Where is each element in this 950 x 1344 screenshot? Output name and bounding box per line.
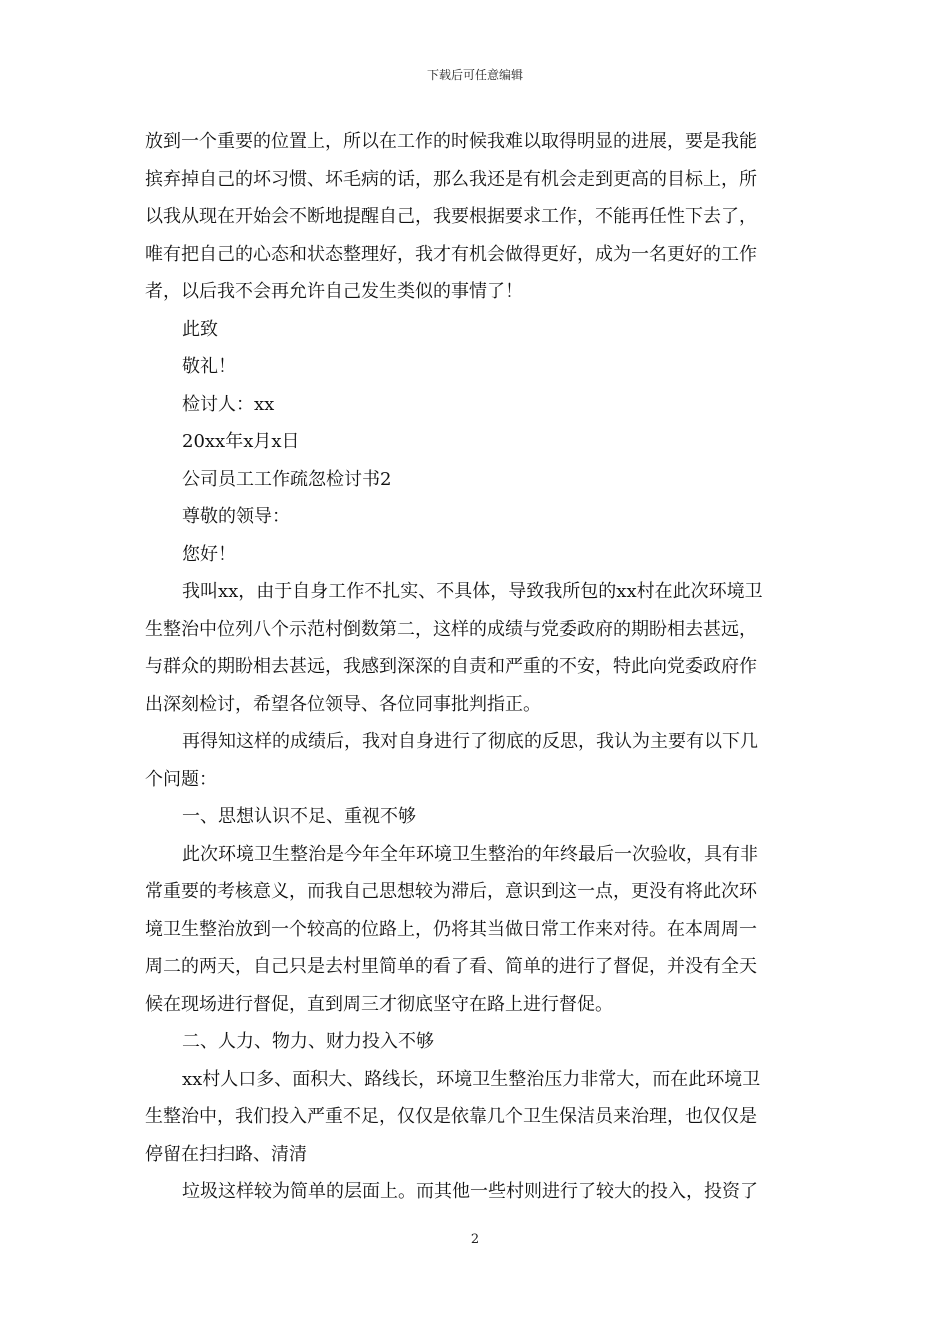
document-body (145, 123, 805, 1211)
page-number: 2 (470, 1232, 480, 1247)
text-line: 20xx年x月x日 (182, 431, 300, 452)
text-line: 生整治中，我们投入严重不足，仅仅是依靠几个卫生保洁员来治理，也仅仅是 (145, 1106, 757, 1127)
text-line: 出深刻检讨，希望各位领导、各位同事批判指正。 (145, 693, 541, 715)
text-line: 与群众的期盼相去甚远，我感到深深的自责和严重的不安，特此向党委政府作 (145, 656, 757, 677)
text-line: 常重要的考核意义，而我自己思想较为滞后，意识到这一点，更没有将此次环 (145, 881, 757, 902)
text-line: 者，以后我不会再允许自己发生类似的事情了！ (145, 281, 523, 302)
text-line: 您好！ (182, 543, 236, 565)
text-line: 此次环境卫生整治是今年全年环境卫生整治的年终最后一次验收，具有非 (182, 843, 758, 865)
text-line: 检讨人：xx (182, 393, 275, 415)
text-line: 此致 (182, 318, 218, 340)
text-line: 二、人力、物力、财力投入不够 (182, 1031, 434, 1052)
text-line: 公司员工工作疏忽检讨书2 (182, 468, 392, 490)
text-line: 放到一个重要的位置上，所以在工作的时候我难以取得明显的进展，要是我能 (145, 131, 757, 152)
text-line: 停留在扫扫路、清清 (145, 1143, 307, 1165)
text-line: 尊敬的领导： (182, 506, 290, 527)
text-line: 生整治中位列八个示范村倒数第二，这样的成绩与党委政府的期盼相去甚远， (145, 618, 757, 640)
text-line: 摈弃掉自己的坏习惯、坏毛病的话，那么我还是有机会走到更高的目标上，所 (145, 168, 757, 190)
text-line: 候在现场进行督促，直到周三才彻底坚守在路上进行督促。 (145, 993, 613, 1015)
text-line: 我叫xx，由于自身工作不扎实、不具体，导致我所包的xx村在此次环境卫 (182, 581, 763, 602)
text-line: 周二的两天，自己只是去村里简单的看了看、简单的进行了督促，并没有全天 (145, 956, 757, 977)
text-line: xx村人口多、面积大、路线长，环境卫生整治压力非常大，而在此环境卫 (182, 1068, 761, 1090)
text-line: 境卫生整治放到一个较高的位路上，仍将其当做日常工作来对待。在本周周一 (145, 918, 757, 940)
text-line: 以我从现在开始会不断地提醒自己，我要根据要求工作，不能再任性下去了， (145, 206, 757, 227)
page-header: 下载后可任意编辑 (426, 68, 523, 82)
text-line: 唯有把自己的心态和状态整理好，我才有机会做得更好，成为一名更好的工作 (145, 243, 757, 265)
text-line: 敬礼！ (182, 356, 236, 377)
text-line: 再得知这样的成绩后，我对自身进行了彻底的反思，我认为主要有以下几 (182, 731, 758, 752)
text-line: 个问题： (145, 768, 217, 790)
text-line: 垃圾这样较为简单的层面上。而其他一些村则进行了较大的投入，投资了 (182, 1181, 758, 1202)
text-line: 一、思想认识不足、重视不够 (182, 806, 416, 827)
